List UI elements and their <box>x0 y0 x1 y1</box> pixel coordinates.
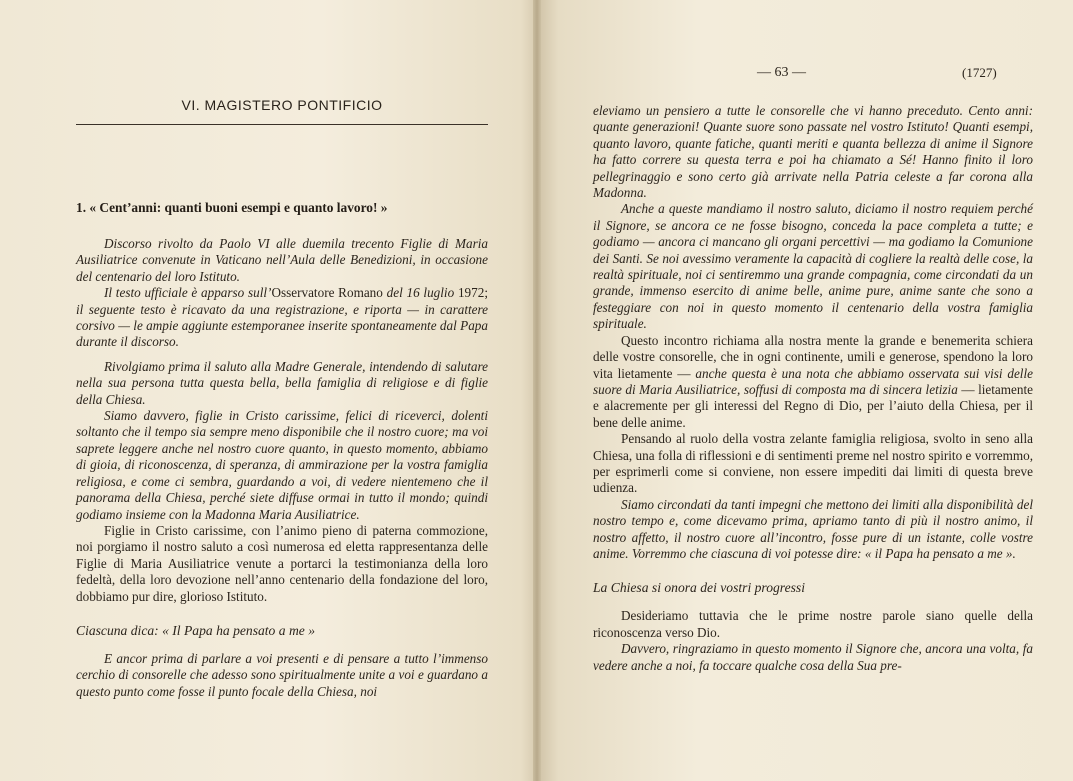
paragraph-gap <box>593 596 1033 608</box>
body-paragraph: Siamo davvero, figlie in Cristo carissime, felici di riceverci, dolenti soltanto che il tempo sia sempre meno disponibile che il nostro cuore; ma voi saprete leggere anche nel nostro cuore quanto, in questo momento, abbiamo di gioia, di riconoscenza, di speranza, di ammirazione per la vostra famiglia religiosa, e come ci sembra, guardando a voi, di vedere nientemeno che il panorama della Chiesa, perché siete diffuse ormai in tutto il mondo; quindi godiamo insieme con la Madonna Maria Ausiliatrice. <box>76 408 488 522</box>
text-run: del 16 luglio <box>382 285 458 301</box>
text-run: Il testo ufficiale è apparso sull’ <box>104 285 272 301</box>
body-paragraph: eleviamo un pensiero a tutte le consorelle che vi hanno preceduto. Cento anni: quante generazioni! Quante suore sono passate nel vostro Istituto! Quanti esempi, quanto lavoro, quante fatiche, quanti meriti e quanta bellezza di anime il Signore ha fatto correre su questa terra e poi ha chiamato a Sé! Hanno finito il loro pellegrinaggio e sono certo già arrivate nella Patria celeste a far corona alla Madonna. <box>593 103 1033 201</box>
body-paragraph: Figlie in Cristo carissime, con l’animo pieno di paterna commozione, noi porgiamo il nostro saluto a così numerosa ed eletta rappresentanza delle Figlie di Maria Ausiliatrice venute a portarci la testimonianza della loro fedeltà, della loro devozione nell’anno centenario della fondazione del loro, dobbiamo pur dire, glorioso Istituto. <box>76 522 488 604</box>
body-paragraph: Desideriamo tuttavia che le prime nostre parole siano quelle della riconoscenza verso Dio. <box>593 608 1033 640</box>
left-body <box>76 236 488 700</box>
text-run: — lietamente e alacremente per gli interessi del Regno di Dio, per l’aiuto della Chiesa, per il bene delle anime. <box>593 381 1033 430</box>
paragraph-gap <box>76 605 488 623</box>
paragraph-gap <box>76 639 488 651</box>
chapter-heading: VI. MAGISTERO PONTIFICIO <box>181 97 383 113</box>
right-body <box>593 103 1033 674</box>
paragraph-gap <box>593 562 1033 580</box>
subheading: La Chiesa si onora dei vostri progressi <box>593 580 805 596</box>
text-run: anche questa è una nota che abbiamo osservata sui visi delle suore di Maria Ausiliatrice, soffusi di composta ma di sincera letizia <box>593 365 1033 397</box>
body-paragraph: Davvero, ringraziamo in questo momento il Signore che, ancora una volta, fa vedere anche a noi, fa toccare qualche cosa della Sua pre- <box>593 641 1033 673</box>
body-paragraph <box>593 333 1033 431</box>
heading-rule <box>76 124 488 125</box>
text-run: il seguente testo è ricavato da una registrazione, e riporta — in carattere corsivo — le ampie aggiunte estemporanee inserite spontaneamente dal Papa durante il discorso. <box>76 301 488 350</box>
body-paragraph: E ancor prima di parlare a voi presenti e di pensare a tutto l’immenso cerchio di consorelle che adesso sono spiritualmente unite a voi e guardano a questo punto come fosse il punto focale della Chiesa, noi <box>76 650 488 699</box>
text-run: 1972; <box>457 285 488 301</box>
body-paragraph <box>76 285 488 351</box>
body-paragraph: Pensando al ruolo della vostra zelante famiglia religiosa, svolto in seno alla Chiesa, una folla di riflessioni e di sentimenti preme nel nostro spirito e vorremmo, per esprimerli come si conviene, non essere impediti dai limiti di questa breve udienza. <box>593 431 1033 496</box>
subheading: Ciascuna dica: « Il Papa ha pensato a me » <box>76 622 315 638</box>
marginal-number: (1727) <box>962 65 997 80</box>
section-title: 1. « Cent’anni: quanti buoni esempi e quanto lavoro! » <box>76 200 388 215</box>
text-run: Osservatore Romano <box>271 285 383 301</box>
page-number: — 63 — <box>757 65 806 80</box>
body-paragraph: Discorso rivolto da Paolo VI alle duemila trecento Figlie di Maria Ausiliatrice convenute in Vaticano nell’Aula delle Benedizioni, in occasione del centenario del loro Istituto. <box>76 236 488 284</box>
paragraph-gap <box>76 351 488 359</box>
body-paragraph: Rivolgiamo prima il saluto alla Madre Generale, intendendo di salutare nella sua persona tutta questa bella, bella famiglia di religiose e di figlie della Chiesa. <box>76 358 488 407</box>
right-page <box>537 0 1073 781</box>
text-run: Questo incontro richiama alla nostra mente la grande e benemerita schiera delle vostre consorelle, che in ogni continente, umili e generose, spendono la loro vita lietamente — <box>593 332 1033 381</box>
body-paragraph: Anche a queste mandiamo il nostro saluto, diciamo il nostro requiem perché il Signore, se ancora ce ne fosse bisogno, conceda la pace completa a tutte; e godiamo — ancora ci mancano gli organi percettivi — ma godiamo la Comunione dei Santi. Se noi avessimo veramente la capacità di cogliere la realtà delle cose, la realtà spirituale, noi ci sentiremmo una grande compagnia, come circondati da un grande, immenso esercito di anime belle, anime pure, anime sante che sono a festeggiare con noi in questo momento il centenario della vostra famiglia spirituale. <box>593 201 1033 332</box>
body-paragraph: Siamo circondati da tanti impegni che mettono dei limiti alla disponibilità del nostro tempo e, come dicevamo prima, apriamo tanto di più il nostro animo, il nostro affetto, il nostro cuore all’incontro, fosse pure di un istante, colle vostre anime. Vorremmo che ciascuna di voi potesse dire: « il Papa ha pensato a me ». <box>593 496 1033 561</box>
book-gutter <box>533 0 541 781</box>
